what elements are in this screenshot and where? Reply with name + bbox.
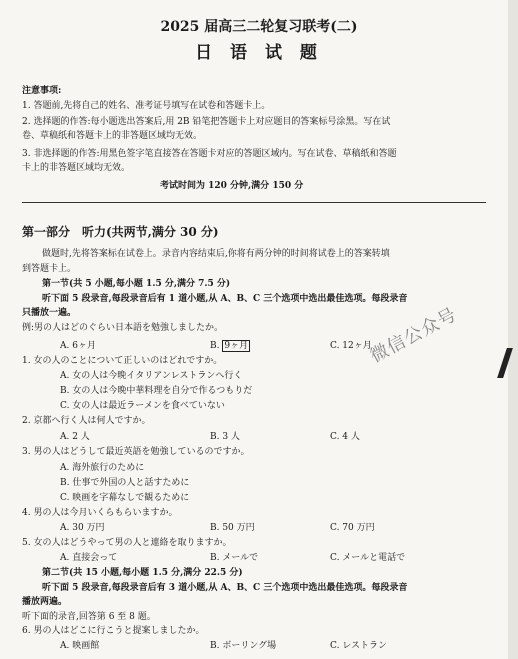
example-option-a: A. 6ヶ月 — [60, 341, 96, 351]
q5-option-c: C. メールと電話で — [330, 553, 406, 563]
part1-intro: 到答题卡上。 — [22, 264, 77, 274]
section1-title: 第一节(共 5 小题,每小题 1.5 分,满分 7.5 分) — [42, 279, 231, 289]
section2-instruction: 播放两遍。 — [22, 597, 68, 607]
part1-title: 第一部分 听力(共两节,满分 30 分) — [22, 225, 219, 239]
notice-line: 2. 选择题的作答:每小题选出答案后,用 2B 铅笔把答题卡上对应题目的答案标号涂黑。写在试 — [22, 117, 391, 127]
question-1: 1. 女の人のことについて正しいのはどれですか。 — [22, 356, 223, 366]
example-option-c: C. 12ヶ月 — [330, 341, 372, 351]
question-4: 4. 男の人は今月いくらもらいますか。 — [22, 508, 178, 518]
example-option-b-label: B. — [210, 341, 220, 351]
q3-option-a: A. 海外旅行のために — [60, 463, 145, 473]
section2-title: 第二节(共 15 小题,每小题 1.5 分,满分 22.5 分) — [42, 568, 243, 578]
question-5: 5. 女の人はどうやって男の人と連絡を取りますか。 — [22, 538, 232, 548]
question-6: 6. 男の人はどこに行こうと提案しましたか。 — [22, 626, 205, 636]
exam-subject-title: 日 语 试 题 — [195, 43, 323, 63]
q5-option-b: B. メールで — [210, 553, 259, 563]
notice-line: 3. 非选择题的作答:用黑色签字笔直接答在答题卡对应的答题区域内。写在试卷、草稿纸和答题 — [22, 149, 397, 159]
divider — [22, 202, 486, 203]
watermark: 微信公众号 — [366, 303, 461, 368]
section1-instruction: 听下面 5 段录音,每段录音后有 1 道小题,从 A、B、C 三个选项中选出最佳选项。每段录音 — [42, 294, 408, 304]
question-3: 3. 男の人はどうして最近英語を勉強しているのですか。 — [22, 447, 250, 457]
section2-listen-note: 听下面的录音,回答第 6 至 8 题。 — [22, 612, 156, 622]
q4-option-b: B. 50 万円 — [210, 523, 255, 533]
q6-option-a: A. 映画館 — [60, 641, 100, 651]
question-2: 2. 京都へ行く人は何人ですか。 — [22, 416, 151, 426]
example-question: 例:男の人はどのぐらい日本語を勉強しましたか。 — [22, 323, 224, 333]
example-answer-box: 9ヶ月 — [224, 341, 249, 351]
exam-title: 2025 届高三二轮复习联考(二) — [160, 19, 358, 35]
notice-heading: 注意事项: — [22, 86, 62, 96]
q2-option-a: A. 2 人 — [60, 432, 90, 442]
q1-option-b: B. 女の人は今晩中華料理を自分で作るつもりだ — [60, 386, 253, 396]
q1-option-a: A. 女の人は今晩イタリアンレストランへ行く — [60, 371, 243, 381]
exam-time: 考试时间为 120 分钟,满分 150 分 — [160, 181, 304, 191]
section1-instruction: 只播放一遍。 — [22, 308, 77, 318]
q4-option-c: C. 70 万円 — [330, 523, 375, 533]
q3-option-c: C. 映画を字幕なしで観るために — [60, 493, 190, 503]
q2-option-c: C. 4 人 — [330, 432, 360, 442]
q3-option-b: B. 仕事で外国の人と話すために — [60, 478, 190, 488]
notice-line: 1. 答题前,先将自己的姓名、准考证号填写在试卷和答题卡上。 — [22, 101, 271, 111]
q1-option-c: C. 女の人は最近ラーメンを食べていない — [60, 401, 225, 411]
page-edge — [508, 0, 518, 659]
q5-option-a: A. 直接会って — [60, 553, 118, 563]
section2-instruction: 听下面 5 段录音,每段录音后有 3 道小题,从 A、B、C 三个选项中选出最佳选项。每段录音 — [42, 583, 408, 593]
q4-option-a: A. 30 万円 — [60, 523, 105, 533]
notice-line: 卷、草稿纸和答题卡上的非答题区域均无效。 — [22, 131, 203, 141]
example-option-b — [210, 340, 250, 353]
q6-option-c: C. レストラン — [330, 641, 388, 651]
q2-option-b: B. 3 人 — [210, 432, 240, 442]
part1-intro: 做题时,先将答案标在试卷上。录音内容结束后,你将有两分钟的时间将试卷上的答案转填 — [42, 249, 390, 259]
notice-line: 卡上的非答题区域均无效。 — [22, 163, 131, 173]
q6-option-b: B. ボーリング場 — [210, 641, 277, 651]
